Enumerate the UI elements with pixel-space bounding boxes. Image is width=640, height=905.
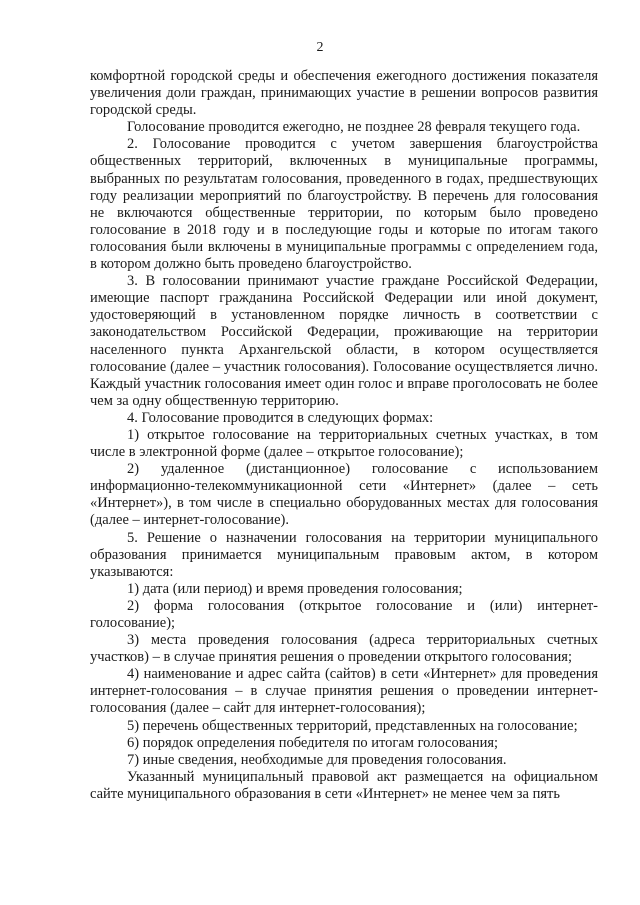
paragraph-item-4: 4. Голосование проводится в следующих формах: [127,409,434,426]
list-item-5-4: 4) наименование и адрес сайта (сайтов) в сети «Интернет» для проведения интернет-голосования – в случае принятия решения о проведении интернет-голосования (далее – сайт для интернет-голосования); [90,666,598,717]
list-item-5-5: 5) перечень общественных территорий, представленных на голосование; [127,717,578,734]
paragraph-publication: Указанный муниципальный правовой акт размещается на официальном сайте муниципального образования в сети «Интернет» не менее чем за пять [90,768,598,802]
document-body [90,68,598,803]
list-item-4-1: 1) открытое голосование на территориальных счетных участках, в том числе в электронной форме (далее – открытое голосование); [90,426,598,461]
paragraph-continuation: комфортной городской среды и обеспечения ежегодного достижения показателя увеличения доли граждан, принимающих участие в решении вопросов развития городской среды. [90,68,598,119]
list-item-5-3: 3) места проведения голосования (адреса территориальных счетных участков) – в случае принятия решения о проведении открытого голосования; [90,632,598,666]
paragraph-item-5: 5. Решение о назначении голосования на территории муниципального образования принимается муниципальным правовым актом, в котором указываются: [90,529,598,580]
page-number: 2 [316,40,324,55]
list-item-5-7: 7) иные сведения, необходимые для проведения голосования. [127,751,507,768]
paragraph-item-3: 3. В голосовании принимают участие граждане Российской Федерации, имеющие паспорт гражданина Российской Федерации или иной документ, удостоверяющий в установленном порядке личность в соответствии с законодательством Российской Федерации, проживающие на территории населенного пункта Архангельской области, в котором осуществляется голосование (далее – участник голосования). Голосование осуществляется лично. Каждый участник голосования имеет один голос и вправе проголосовать не более чем за одну общественную территорию. [90,273,598,409]
paragraph-voting-deadline: Голосование проводится ежегодно, не позднее 28 февраля текущего года. [127,119,581,136]
list-item-4-2: 2) удаленное (дистанционное) голосование с использованием информационно-телекоммуникационной сети «Интернет» (далее – сеть «Интернет»), в том числе в специально оборудованных местах для голосования (далее – интернет-голосование). [90,461,598,529]
list-item-5-1: 1) дата (или период) и время проведения голосования; [127,580,463,597]
list-item-5-2: 2) форма голосования (открытое голосование и (или) интернет-голосование); [90,597,598,631]
paragraph-item-2: 2. Голосование проводится с учетом завершения благоустройства общественных территорий, включенных в муниципальные программы, выбранных по результатам голосования, проведенного в годах, предшествующих году реализации мероприятий по благоустройству. В перечень для голосования не включаются общественные территории, по которым было проведено голосование в 2018 году и в последующие годы и которые по итогам такого голосования были включены в муниципальные программы с определением года, в котором должно быть проведено благоустройство. [90,136,598,273]
list-item-5-6: 6) порядок определения победителя по итогам голосования; [127,734,499,751]
